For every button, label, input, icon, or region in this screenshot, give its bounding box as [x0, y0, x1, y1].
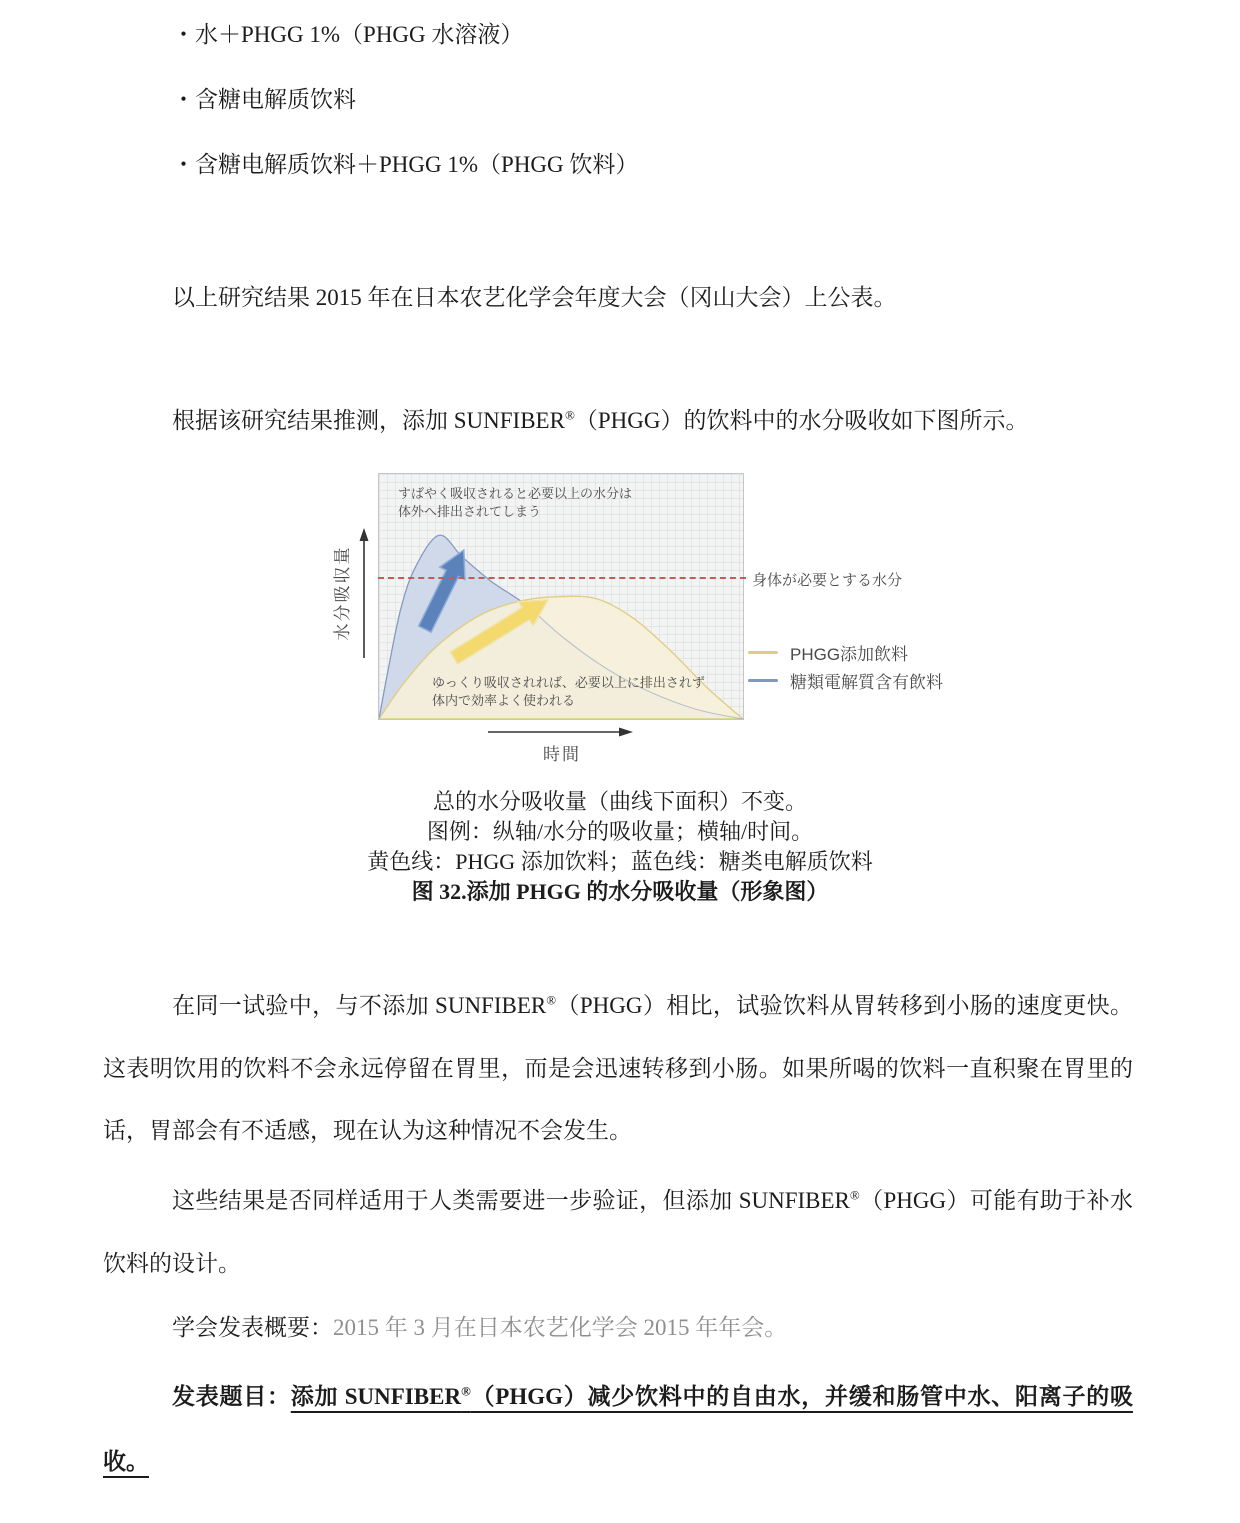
x-axis-arrow [488, 727, 633, 737]
annotation-line: 体内で効率よく使われる [432, 693, 576, 708]
text-run: 在同一试验中，与不添加 SUNFIBER [172, 993, 547, 1018]
text-run: （PHGG）可能有助于补水饮料的设计。 [103, 1188, 1133, 1276]
caption-line-3: 黄色线：PHGG 添加饮料；蓝色线：糖类电解质饮料 [367, 849, 873, 874]
registered-mark: ® [564, 407, 575, 423]
title-label: 发表题目： [172, 1384, 291, 1409]
figure-32 [320, 468, 1010, 780]
legend-item-electrolyte [748, 670, 943, 690]
annotation-line: 体外へ排出されてしまう [398, 504, 542, 519]
bullet-text: 含糖电解质饮料＋PHGG 1%（PHGG 饮料） [195, 152, 639, 177]
paragraph-figure-intro [103, 406, 1202, 436]
summary-value: 2015 年 3 月在日本农艺化学会 2015 年年会。 [333, 1315, 788, 1340]
text-run: （PHGG）减少饮料中的自由水，并缓和肠管中水、阳离子的吸收。 [103, 1384, 1133, 1474]
bullet-item-1 [103, 20, 1133, 50]
legend-swatch-blue [748, 679, 778, 682]
text-run: 这些结果是否同样适用于人类需要进一步验证，但添加 SUNFIBER [172, 1188, 850, 1213]
figure-caption [0, 787, 1240, 907]
annotation-line: すばやく吸収されると必要以上の水分は [398, 486, 633, 501]
paragraph-conclusion [103, 1170, 1133, 1295]
threshold-line [378, 577, 746, 579]
legend-item-phgg [748, 642, 908, 662]
publication-title-line [103, 1364, 1133, 1494]
threshold-label: 身体が必要とする水分 [752, 572, 903, 589]
text-run: 添加 SUNFIBER [290, 1384, 462, 1409]
caption-line-1: 总的水分吸收量（曲线下面积）不变。 [432, 789, 807, 814]
legend-label: PHGG添加飲料 [790, 644, 909, 664]
text-run: （PHGG）的饮料中的水分吸收如下图所示。 [574, 408, 1029, 433]
bullet-text: 含糖电解质饮料 [195, 87, 356, 112]
paragraph-publication: 以上研究结果 2015 年在日本农艺化学会年度大会（冈山大会）上公表。 [172, 285, 897, 310]
x-axis-label: 時間 [543, 745, 581, 764]
legend-label: 糖類電解質含有飲料 [790, 672, 943, 692]
registered-mark: ® [546, 992, 557, 1008]
annotation-fast-absorption [398, 485, 632, 521]
annotation-slow-absorption [432, 674, 705, 710]
text-run: 根据该研究结果推测，添加 SUNFIBER [172, 408, 565, 433]
summary-line [103, 1313, 1202, 1343]
y-axis-arrow [357, 528, 371, 660]
registered-mark: ® [849, 1187, 860, 1203]
text-run: （PHGG）相比，试验饮料从胃转移到小肠的速度更快。这表明饮用的饮料不会永远停留在胃里，而是会迅速转移到小肠。如果所喝的饮料一直积聚在胃里的话，胃部会有不适感，现在认为这种情况不会发生。 [103, 993, 1133, 1143]
paragraph-gastric-transit [103, 975, 1133, 1163]
bullet-dot: ・ [172, 22, 195, 47]
bullet-item-3 [103, 150, 1133, 180]
caption-line-2: 图例：纵轴/水分的吸收量；横轴/时间。 [426, 819, 814, 844]
caption-figure-title: 图 32.添加 PHGG 的水分吸收量（形象图） [411, 879, 829, 904]
bullet-text: 水＋PHGG 1%（PHGG 水溶液） [195, 22, 524, 47]
bullet-dot: ・ [172, 87, 195, 112]
bullet-item-2 [103, 85, 1133, 115]
summary-label: 学会发表概要： [172, 1315, 333, 1340]
registered-mark: ® [461, 1383, 471, 1399]
y-axis-label: 水分吸収量 [333, 545, 352, 641]
bullet-dot: ・ [172, 152, 195, 177]
legend-swatch-yellow [748, 651, 778, 654]
annotation-line: ゆっくり吸収されれば、必要以上に排出されず [432, 675, 705, 690]
